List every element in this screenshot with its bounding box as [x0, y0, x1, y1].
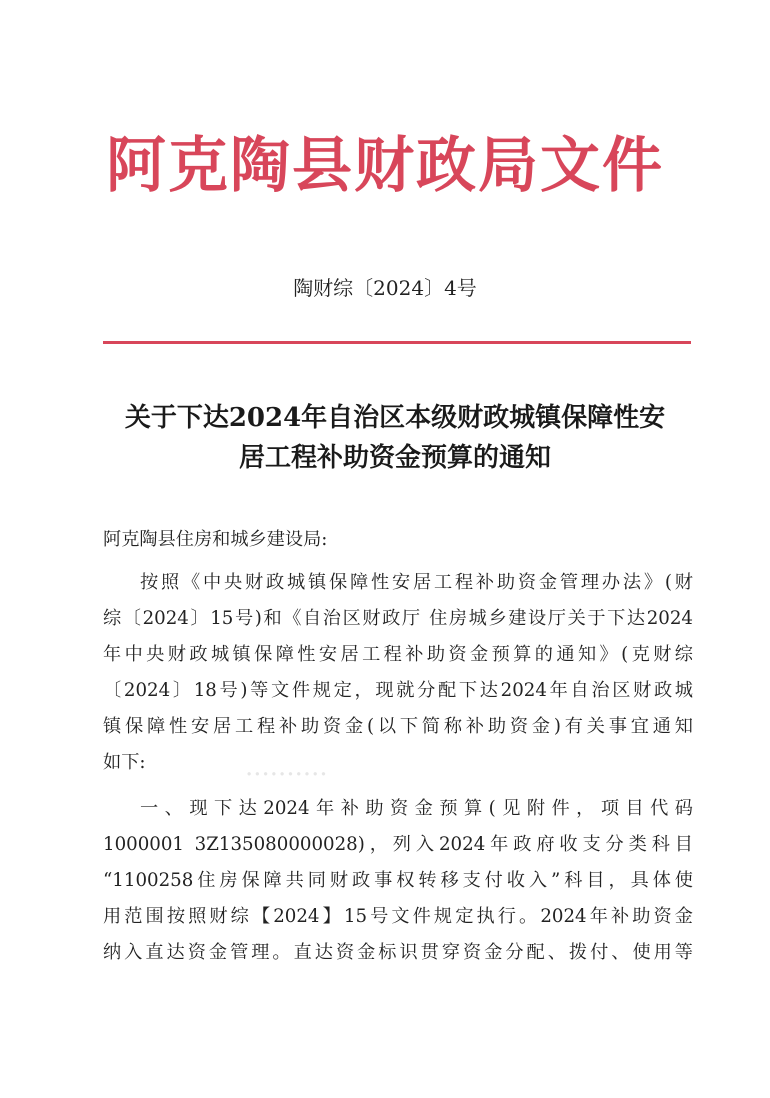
notice-title: [100, 398, 690, 478]
paragraph-line: 如下:: [103, 752, 146, 773]
paragraph-line: 镇保障性安居工程补助资金(以下简称补助资金)有关事宜通知: [103, 716, 693, 737]
paragraph-line: 用范围按照财综【2024】15号文件规定执行。2024年补助资金: [103, 906, 693, 927]
document-number: 陶财综〔2024〕4号: [293, 276, 477, 300]
notice-title-line: 关于下达2024年自治区本级财政城镇保障性安: [124, 403, 666, 433]
paragraph-line: 按照《中央财政城镇保障性安居工程补助资金管理办法》(财: [140, 572, 693, 593]
paragraph-line: 纳入直达资金管理。直达资金标识贯穿资金分配、拨付、使用等: [103, 942, 693, 963]
paragraph-line: 1000001 3Z135080000028)，列入2024年政府收支分类科目: [103, 834, 693, 855]
bleed-through-text: ··········: [245, 760, 328, 790]
paragraph-line: 年中央财政城镇保障性安居工程补助资金预算的通知》(克财综: [103, 644, 693, 665]
paragraph-item-one: [103, 791, 693, 971]
paragraph-line: “1100258住房保障共同财政事权转移支付收入”科目，具体使: [103, 870, 693, 891]
notice-title-line: 居工程补助资金预算的通知: [238, 443, 551, 473]
paragraph-basis: [103, 565, 693, 781]
paragraph-line: 综〔2024〕15号)和《自治区财政厅 住房城乡建设厅关于下达2024: [103, 608, 693, 629]
document-header-title: 阿克陶县财政局文件: [106, 131, 664, 201]
salutation-text: 阿克陶县住房和城乡建设局:: [103, 529, 328, 550]
paragraph-line: 〔2024〕18号)等文件规定，现就分配下达2024年自治区财政城: [103, 680, 693, 701]
paragraph-line: 一、现下达2024年补助资金预算(见附件，项目代码: [140, 798, 693, 819]
salutation: [103, 522, 693, 558]
red-separator-line: [103, 341, 691, 344]
